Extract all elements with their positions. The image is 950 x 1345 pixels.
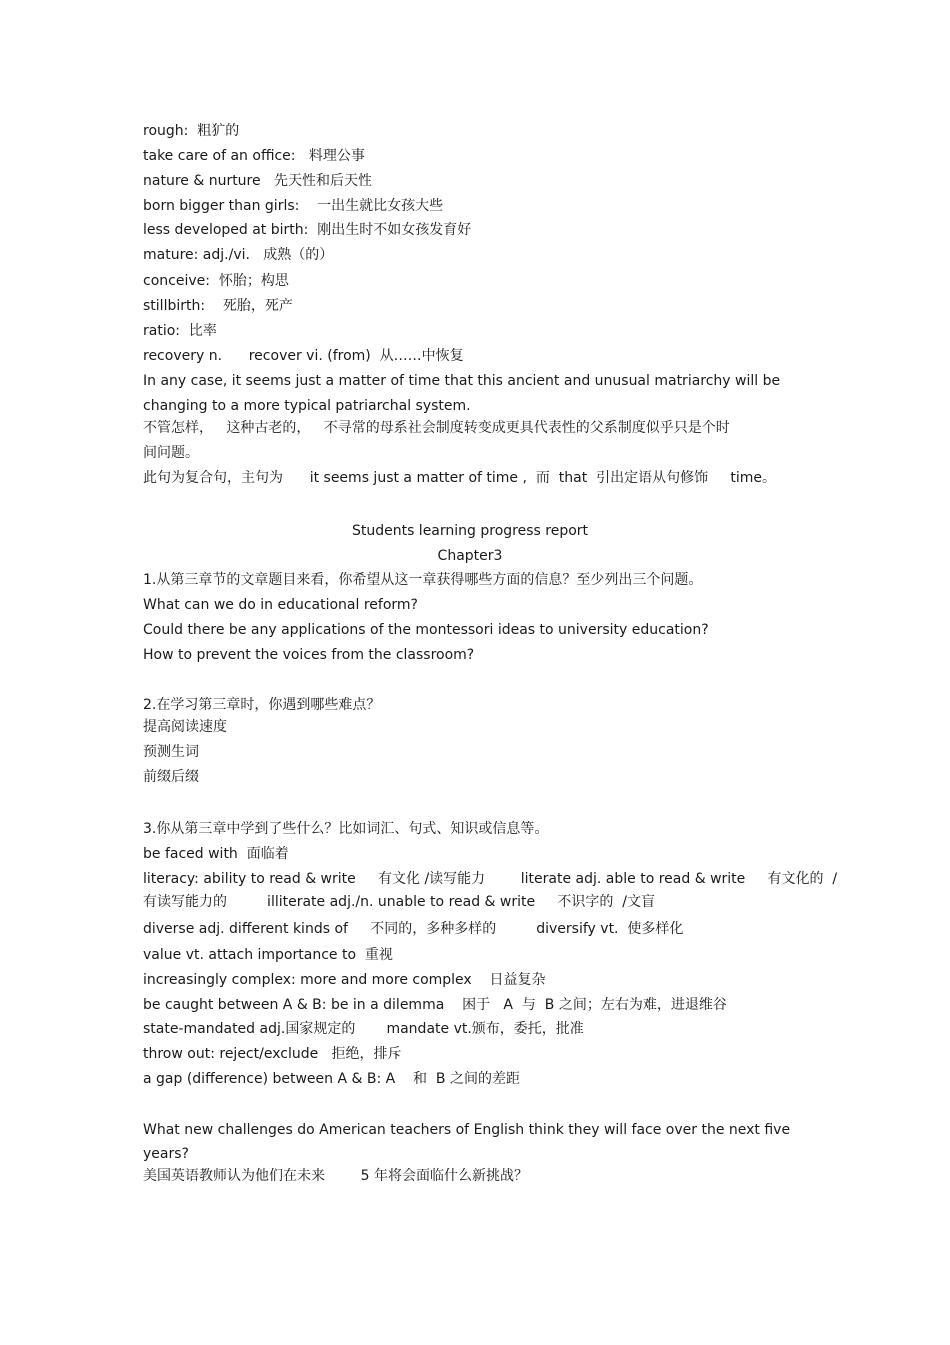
report-title: Students learning progress report	[351, 523, 589, 539]
vocab-note: state-mandated adj.国家规定的 mandate vt.颁布，委托，批准	[143, 1021, 584, 1037]
discussion-question-en: What new challenges do American teachers of English think they will face over the next five	[143, 1122, 791, 1138]
vocab-line: recovery n. recover vi. (from) 从……中恢复	[143, 348, 464, 364]
vocab-line: rough: 粗犷的	[143, 123, 240, 139]
report-chapter: Chapter3	[437, 548, 503, 564]
vocab-line: take care of an office: 料理公事	[143, 148, 365, 164]
vocab-note: be caught between A & B: be in a dilemma 困于 A 与 B 之间；左右为难，进退维谷	[143, 997, 727, 1013]
vocab-note: diverse adj. different kinds of 不同的，多种多样的 diversify vt. 使多样化	[143, 921, 684, 937]
vocab-note: 有读写能力的 illiterate adj./n. unable to read & write 不识字的 /文盲	[143, 894, 655, 910]
vocab-note: be faced with 面临着	[143, 846, 289, 862]
vocab-line: ratio: 比率	[143, 323, 217, 339]
question-2: 2.在学习第三章时，你遇到哪些难点？	[143, 697, 381, 713]
answer-item: What can we do in educational reform?	[143, 597, 418, 613]
vocab-line: born bigger than girls: 一出生就比女孩大些	[143, 198, 444, 214]
vocab-line: less developed at birth: 刚出生时不如女孩发育好	[143, 222, 472, 238]
discussion-question-en: years?	[143, 1146, 189, 1162]
vocab-note: throw out: reject/exclude 拒绝，排斥	[143, 1046, 402, 1062]
answer-item: How to prevent the voices from the classroom?	[143, 647, 475, 663]
discussion-question-zh: 美国英语教师认为他们在未来 5 年将会面临什么新挑战？	[143, 1168, 528, 1184]
vocab-line: nature & nurture 先天性和后天性	[143, 173, 372, 189]
vocab-line: conceive: 怀胎；构思	[143, 273, 289, 289]
example-sentence-en: changing to a more typical patriarchal system.	[143, 398, 471, 414]
vocab-note: value vt. attach importance to 重视	[143, 947, 393, 963]
vocab-note: literacy: ability to read & write 有文化 /读写能力 literate adj. able to read & write 有文化的 /	[143, 871, 838, 887]
question-3: 3.你从第三章中学到了些什么？比如词汇、句式、知识或信息等。	[143, 821, 549, 837]
example-sentence-zh: 不管怎样， 这种古老的， 不寻常的母系社会制度转变成更具代表性的父系制度似乎只是个时	[143, 420, 730, 436]
question-1: 1.从第三章节的文章题目来看，你希望从这一章获得哪些方面的信息？至少列出三个问题。	[143, 572, 703, 588]
answer-item: 前缀后缀	[143, 769, 199, 785]
vocab-note: a gap (difference) between A & B: A 和 B 之间的差距	[143, 1071, 520, 1087]
vocab-line: mature: adj./vi. 成熟（的）	[143, 247, 334, 263]
vocab-line: stillbirth: 死胎，死产	[143, 298, 293, 314]
answer-item: 提高阅读速度	[143, 719, 227, 735]
answer-item: Could there be any applications of the montessori ideas to university education?	[143, 622, 709, 638]
vocab-note: increasingly complex: more and more complex 日益复杂	[143, 972, 546, 988]
sentence-analysis-note: 此句为复合句，主句为 it seems just a matter of time , 而 that 引出定语从句修饰 time。	[143, 470, 776, 486]
example-sentence-en: In any case, it seems just a matter of time that this ancient and unusual matriarchy will be	[143, 373, 781, 389]
answer-item: 预测生词	[143, 744, 199, 760]
example-sentence-zh: 间问题。	[143, 445, 199, 461]
